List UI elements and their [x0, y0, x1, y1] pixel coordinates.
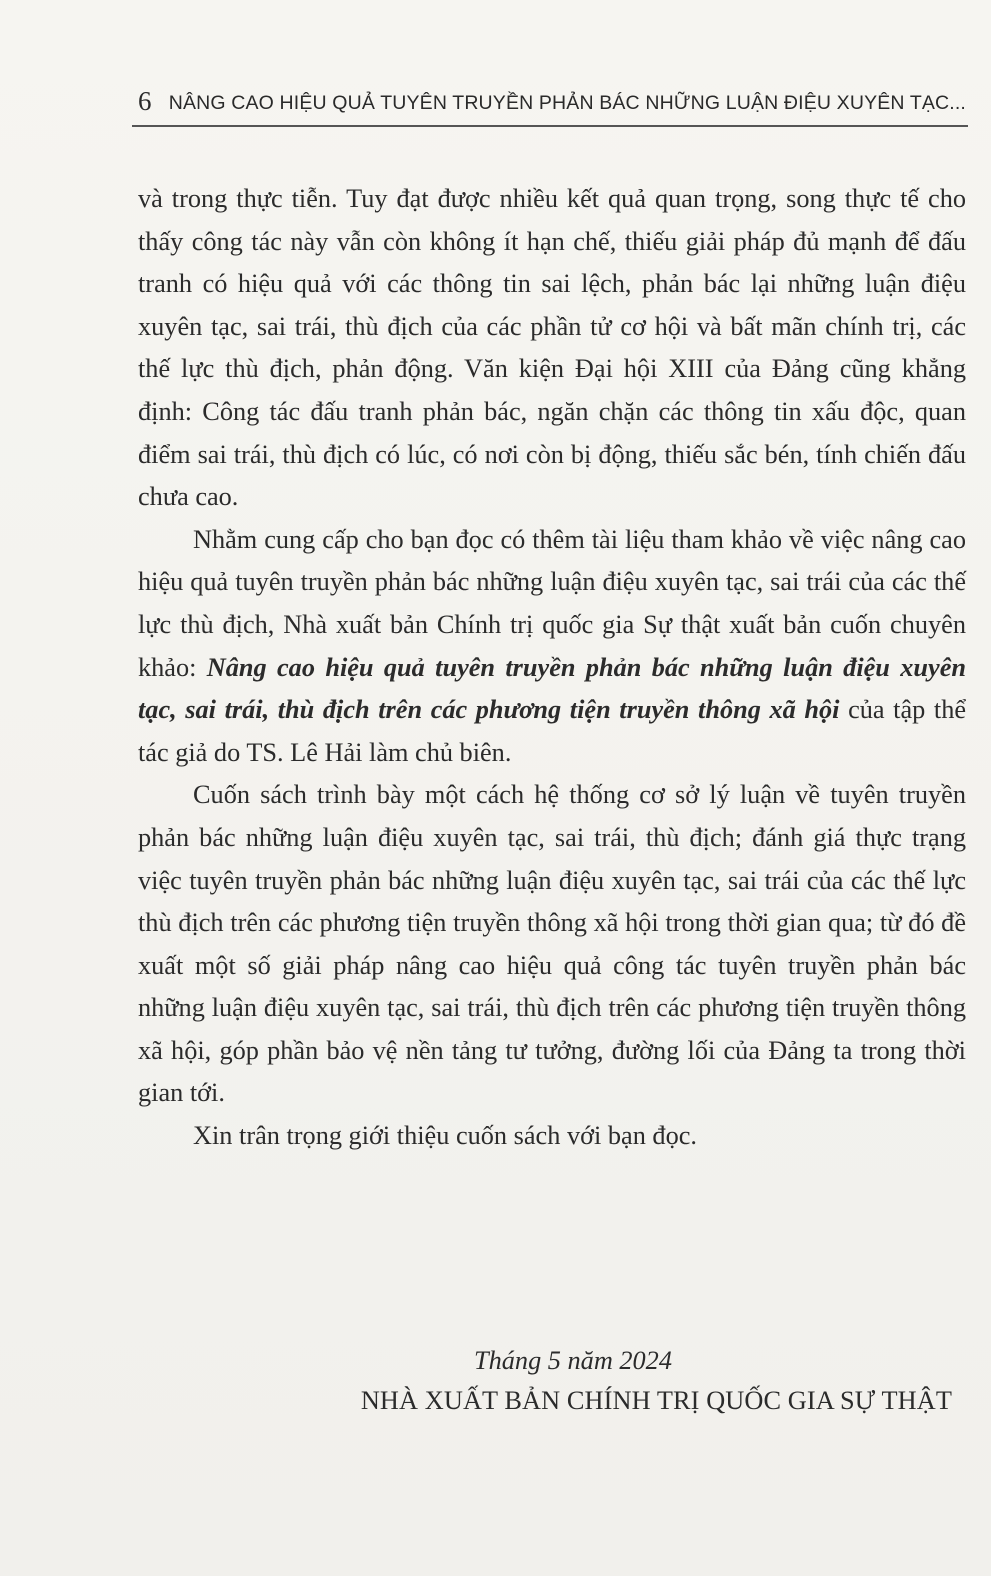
book-title: Nâng cao hiệu quả tuyên truyền phản bác những luận điệu xuyên tạc, sai trái, thù địch trên các phương tiện truyền thông xã hội	[138, 652, 967, 725]
paragraph-4: Xin trân trọng giới thiệu cuốn sách với bạn đọc.	[193, 1121, 697, 1151]
paragraph-1: và trong thực tiễn. Tuy đạt được nhiều kết quả quan trọng, song thực tế cho thấy công tác này vẫn còn không ít hạn chế, thiếu giải pháp đủ mạnh để đấu tranh có hiệu quả với các thông tin sai lệch, phản bác lại những luận điệu xuyên tạc, sai trái, thù địch của các phần tử cơ hội và bất mãn chính trị, các thế lực thù địch, phản động. Văn kiện Đại hội XIII của Đảng cũng khẳng định: Công tác đấu tranh phản bác, ngăn chặn các thông tin xấu độc, quan điểm sai trái, thù địch có lúc, có nơi còn bị động, thiếu sắc bén, tính chiến đấu chưa cao.	[138, 184, 966, 512]
paragraph-2-lead: Nhằm cung cấp cho bạn đọc có thêm tài liệu tham khảo về việc nâng cao hiệu quả tuyên truyền phản bác những luận điệu xuyên tạc, sai trái của các thế lực thù địch, Nhà xuất bản Chính trị quốc gia Sự thật xuất bản cuốn chuyên khảo:	[138, 524, 966, 682]
running-title: NÂNG CAO HIỆU QUẢ TUYÊN TRUYỀN PHẢN BÁC NHỮNG LUẬN ĐIỆU XUYÊN TẠC...	[168, 92, 966, 114]
page-number: 6	[138, 86, 152, 116]
signoff-publisher: NHÀ XUẤT BẢN CHÍNH TRỊ QUỐC GIA SỰ THẬT	[360, 1386, 952, 1415]
header-divider	[132, 125, 968, 127]
signoff-date: Tháng 5 năm 2024	[474, 1346, 672, 1375]
paragraph-2	[138, 519, 966, 775]
paragraph-2-tail: của tập thể tác giả do TS. Lê Hải làm chủ biên.	[138, 695, 967, 767]
body-text	[138, 178, 966, 1158]
paragraph-3: Cuốn sách trình bày một cách hệ thống cơ sở lý luận về tuyên truyền phản bác những luận điệu xuyên tạc, sai trái, thù địch; đánh giá thực trạng việc tuyên truyền phản bác những luận điệu xuyên tạc, sai trái của các thế lực thù địch trên các phương tiện truyền thông xã hội trong thời gian qua; từ đó đề xuất một số giải pháp nâng cao hiệu quả công tác tuyên truyền phản bác những luận điệu xuyên tạc, sai trái, thù địch trên các phương tiện truyền thông xã hội, góp phần bảo vệ nền tảng tư tưởng, đường lối của Đảng ta trong thời gian tới.	[138, 780, 966, 1108]
page-header	[136, 84, 966, 124]
